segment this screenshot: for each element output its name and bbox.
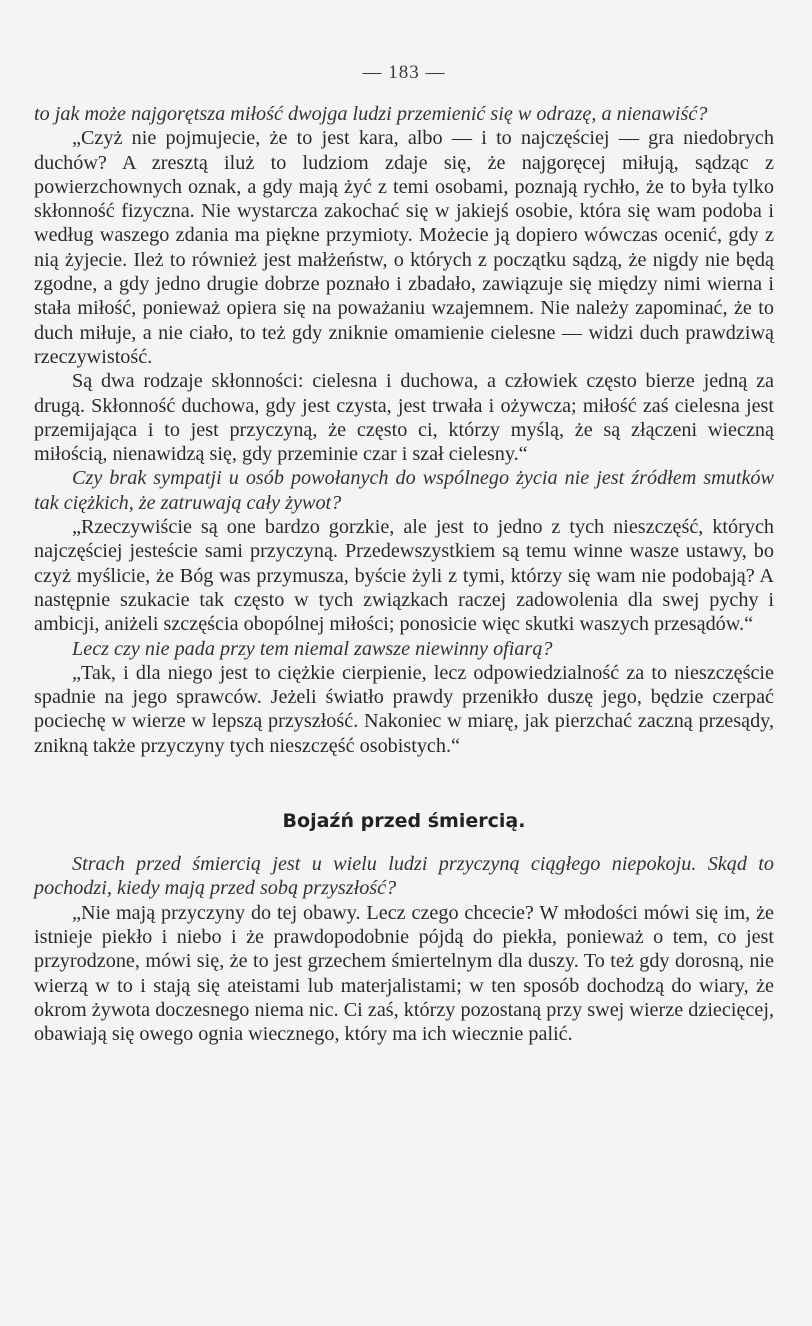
answer-paragraph: „Czyż nie pojmujecie, że to jest kara, albo — i to najczęściej — gra niedobrych duchów? A zresztą iluż to ludziom zdaje się, że najgoręcej miłują, sądząc z powierzchownych oznak, a gdy mają żyć z temi osobami, poznają rychło, że to była tylko skłonność fizyczna. Nie wystarcza zakochać się w jakiejś osobie, która się wam podoba i według waszego zdania ma piękne przymioty. Możecie ją dopiero wówczas ocenić, gdy z nią żyjecie. Ileż to również jest małżeństw, o których z początku sądzą, że nigdy nie będą zgodne, a gdy jedno drugie dobrze poznało i zbadało, zawiązuje się między nimi wierna i stała miłość, ponieważ opiera się na poważaniu wzajemnem. Nie należy zapominać, że to duch miłuje, a nie ciało, to też gdy zniknie omamienie cielesne — widzi duch prawdziwą rzeczywistość. [34,127,774,368]
section-heading: Bojaźń przed śmiercią. [282,810,526,833]
answer-paragraph: Są dwa rodzaje skłonności: cielesna i duchowa, a człowiek często bierze jedną za drugą. Skłonność duchowa, gdy jest czysta, jest trwała i ożywcza; miłość zaś cielesna jest przemijająca i to jest przyczyną, że często ci, którzy myślą, że są złączeni wieczną miłością, nienawidzą się, gdy przeminie czar i szał cielesny.“ [34,370,774,466]
question-paragraph: Strach przed śmiercią jest u wielu ludzi przyczyną ciągłego niepokoju. Skąd to pochodzi, kiedy mają przed sobą przyszłość? [34,853,774,900]
answer-paragraph: „Rzeczywiście są one bardzo gorzkie, ale jest to jedno z tych nieszczęść, których najczęściej jesteście sami przyczyną. Przedewszystkiem są temu winne wasze ustawy, bo czyż myślicie, że Bóg was przymusza, byście żyli z tymi, którzy się wam nie podobają? A następnie szukacie tak często w tych związkach raczej zadowolenia dla swej pychy i ambicji, aniżeli szczęścia obopólnej miłości; ponosicie więc skutki waszych przesądów.“ [34,516,774,636]
answer-paragraph: „Tak, i dla niego jest to ciężkie cierpienie, lecz odpowiedzialność za to nieszczęście spadnie na jego sprawców. Jeżeli światło prawdy przenikło duszę jego, będzie czerpać pociechę w wierze w lepszą przyszłość. Nakoniec w miarę, jak pierzchać zaczną przesądy, znikną także przyczyny tych nieszczęść osobistych.“ [34,661,774,757]
question-paragraph: Lecz czy nie pada przy tem niemal zawsze niewinny ofiarą? [72,637,553,660]
answer-paragraph: „Nie mają przyczyny do tej obawy. Lecz czego chcecie? W młodości mówi się im, że istnieje piekło i niebo i że prawdopodobnie pójdą do piekła, ponieważ o tem, co jest przyrodzone, mówi się, że to jest grzechem śmiertelnym dla duszy. To też gdy dorosną, nie wierzą w to i stają się ateistami lub materjalistami; w ten sposób dochodzą do wiary, że okrom żywota doczesnego niema nic. Ci zaś, którzy pozostaną przy swej wierze dziecięcej, obawiają się owego ognia wiecznego, który ma ich wiecznie palić. [34,901,774,1046]
question-paragraph: Czy brak sympatji u osób powołanych do wspólnego życia nie jest źródłem smutków tak ciężkich, że zatruwają cały żywot? [34,467,774,514]
question-paragraph: to jak może najgorętsza miłość dwojga ludzi przemienić się w odrazę, a nienawiść? [34,103,708,125]
text-block-before [34,102,774,758]
page-number: — 183 — [362,62,446,83]
text-block-after [34,852,774,1046]
